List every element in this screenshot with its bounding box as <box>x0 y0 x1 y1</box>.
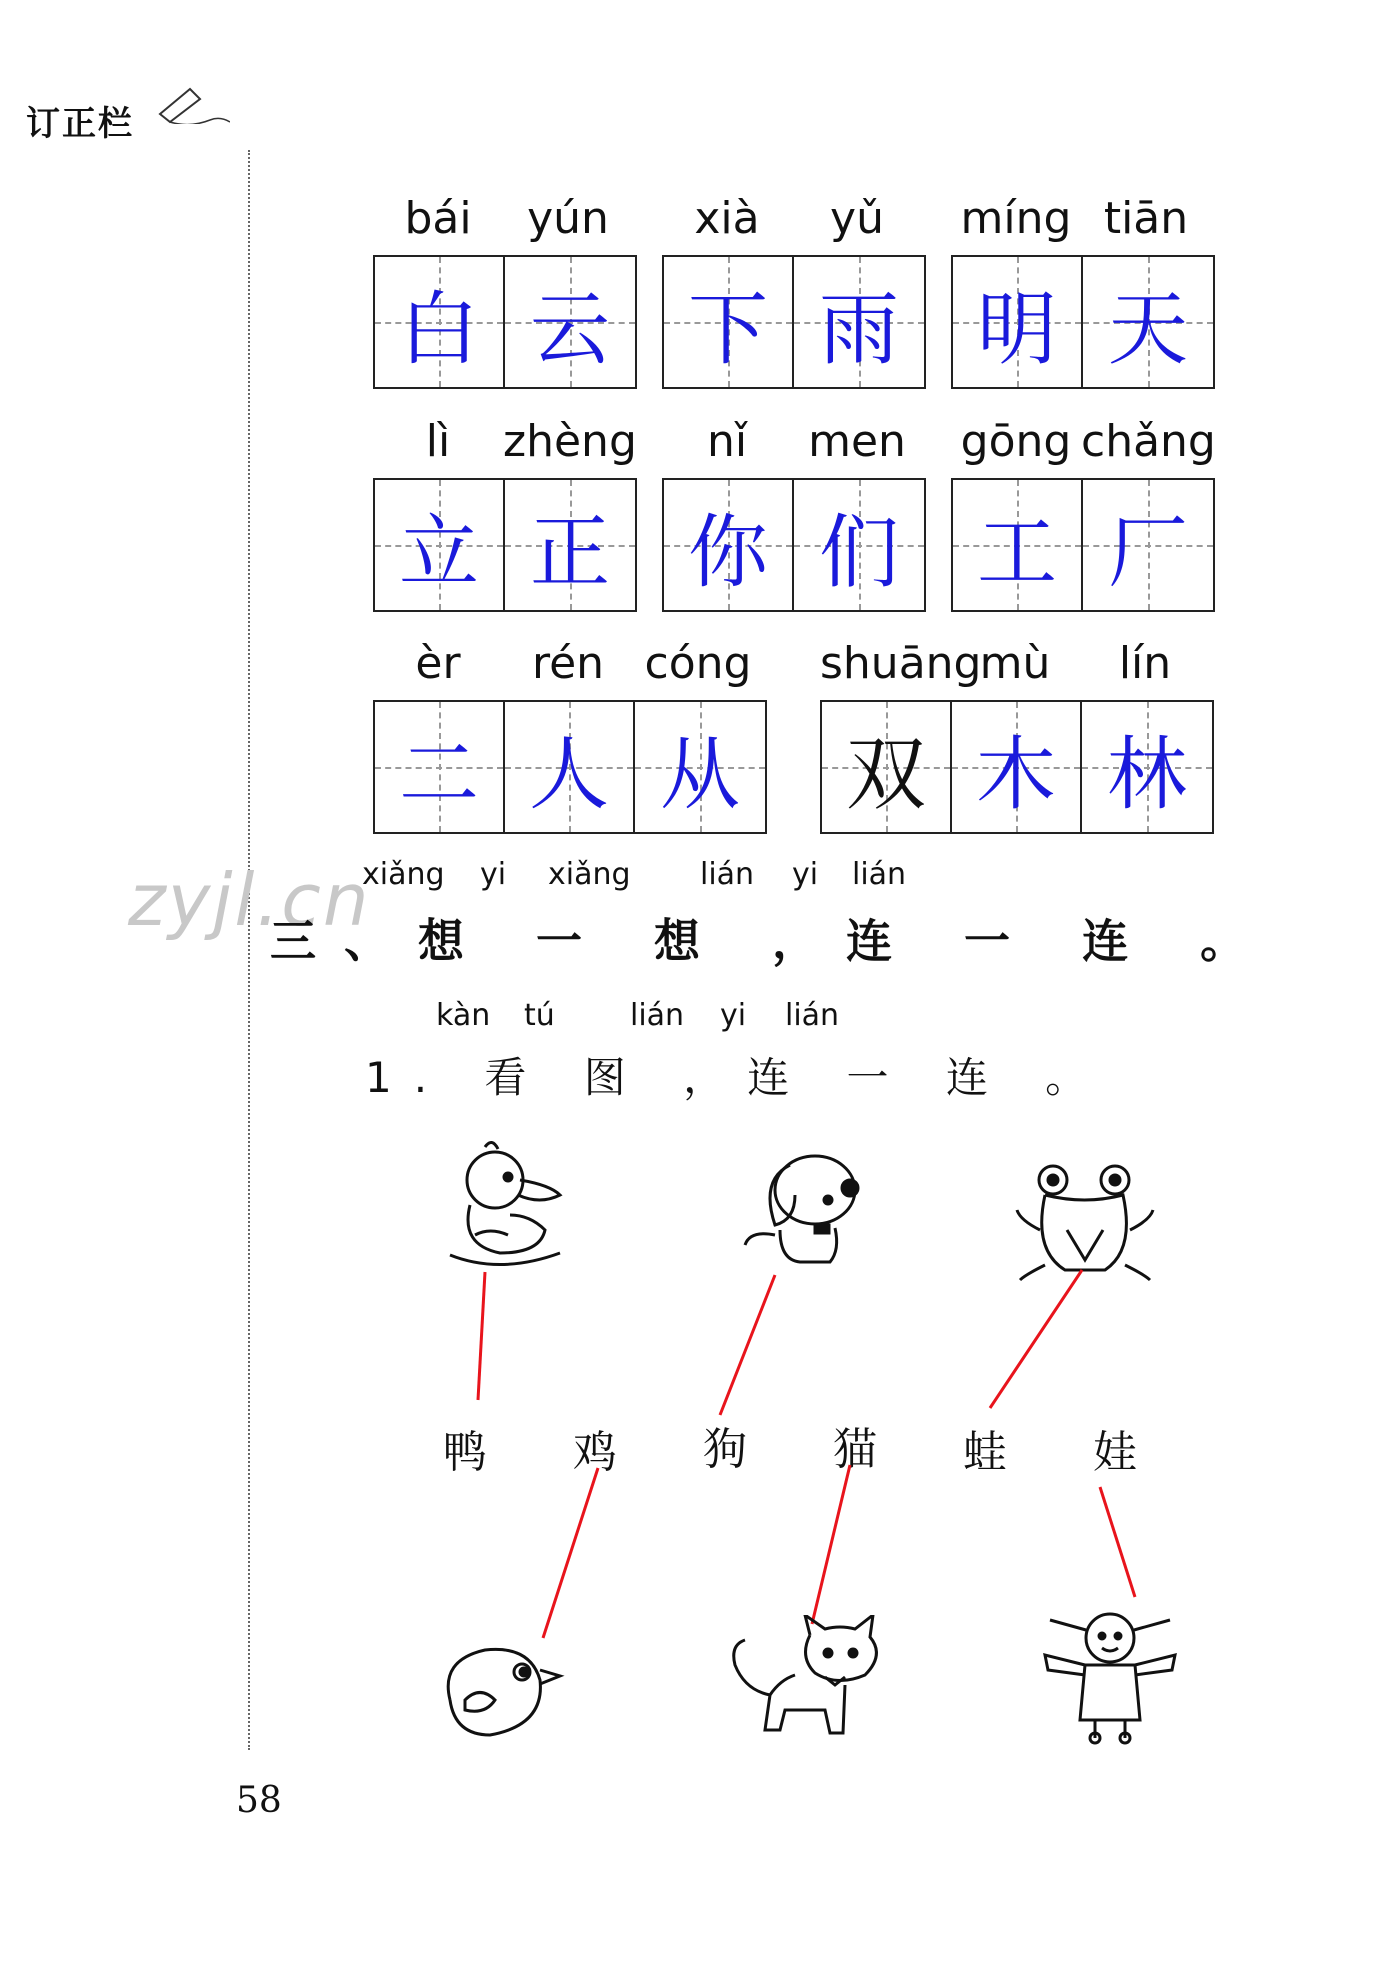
grid-character: 雨 <box>819 282 899 376</box>
pinyin-label: zhèng <box>503 416 637 467</box>
tian-grid-cell <box>505 480 635 610</box>
section3-pinyin-label: lián <box>700 857 755 892</box>
grid-character: 木 <box>976 727 1056 821</box>
tian-grid-cell <box>375 480 505 610</box>
grid-character: 人 <box>529 727 609 821</box>
section3-pinyin-label: xiǎng <box>362 857 445 892</box>
grid-character: 厂 <box>1108 505 1188 599</box>
line-chicken <box>543 1468 598 1638</box>
pinyin-label: lín <box>1118 638 1172 689</box>
tian-grid-group <box>951 478 1215 612</box>
tian-grid-cell <box>505 702 635 832</box>
tian-grid-group <box>951 255 1215 389</box>
tian-grid-cell <box>1083 257 1213 387</box>
page-number: 58 <box>236 1780 282 1821</box>
section3-title: 三、想 一 想 ，连 一 连 。 <box>270 914 1275 968</box>
section3-pinyin-label: yi <box>792 857 819 892</box>
tian-grid-group <box>373 255 637 389</box>
pinyin-label: bái <box>404 193 472 244</box>
pinyin-label: gōng <box>960 416 1072 467</box>
pinyin-label: tiān <box>1103 193 1189 244</box>
grid-character: 双 <box>846 727 926 821</box>
line-frog <box>990 1270 1082 1408</box>
tian-grid-cell <box>822 702 952 832</box>
pinyin-label: rén <box>531 638 605 689</box>
section3-pinyin-label: lián <box>852 857 907 892</box>
pinyin-label: èr <box>415 638 461 689</box>
pinyin-label: shuāng <box>820 638 982 689</box>
grid-character: 工 <box>977 505 1057 599</box>
tian-grid-group <box>662 478 926 612</box>
pinyin-label: lì <box>425 416 451 467</box>
tian-grid-cell <box>953 257 1083 387</box>
tian-grid-group <box>373 478 637 612</box>
word-chicken: 鸡 <box>573 1427 617 1478</box>
question1-title: 1. 看 图 ，连 一 连 。 <box>365 1053 1110 1102</box>
grid-character: 正 <box>530 505 610 599</box>
chick-picture <box>430 1640 575 1740</box>
pinyin-label: chǎng <box>1081 416 1216 467</box>
question1-pinyin-label: tú <box>524 998 555 1033</box>
grid-character: 们 <box>819 505 899 599</box>
tian-grid-cell <box>1083 480 1213 610</box>
word-doll: 娃 <box>1093 1427 1137 1478</box>
question1-pinyin-label: kàn <box>436 998 491 1033</box>
doll-picture <box>1040 1610 1180 1745</box>
word-dog: 狗 <box>703 1424 747 1475</box>
question1-pinyin-label: yi <box>720 998 747 1033</box>
tian-grid-cell <box>1082 702 1212 832</box>
cat-picture <box>725 1615 890 1740</box>
pinyin-label: mù <box>979 638 1051 689</box>
tian-grid-cell <box>505 257 635 387</box>
line-dog <box>720 1275 775 1415</box>
section3-pinyin-label: yi <box>480 857 507 892</box>
grid-character: 你 <box>688 505 768 599</box>
question1-pinyin-label: lián <box>630 998 685 1033</box>
line-cat <box>812 1465 850 1624</box>
grid-character: 云 <box>530 282 610 376</box>
tian-grid-cell <box>375 702 505 832</box>
watermark: zyjl.cn <box>128 858 371 942</box>
word-frog: 蛙 <box>963 1427 1007 1478</box>
question1-pinyin-label: lián <box>785 998 840 1033</box>
pinyin-label: men <box>808 416 906 467</box>
pinyin-label: yǔ <box>830 193 884 244</box>
grid-character: 天 <box>1108 282 1188 376</box>
tian-grid-group <box>373 700 767 834</box>
word-cat: 猫 <box>833 1424 877 1475</box>
grid-character: 明 <box>977 282 1057 376</box>
grid-character: 从 <box>660 727 740 821</box>
grid-character: 下 <box>688 282 768 376</box>
line-duck <box>478 1272 485 1400</box>
tian-grid-cell <box>794 480 924 610</box>
tian-grid-cell <box>794 257 924 387</box>
line-doll <box>1100 1487 1135 1597</box>
tian-grid-cell <box>952 702 1082 832</box>
grid-character: 林 <box>1107 727 1187 821</box>
tian-grid-cell <box>375 257 505 387</box>
section3-pinyin-label: xiǎng <box>548 857 631 892</box>
tian-grid-cell <box>664 257 794 387</box>
pinyin-label: xià <box>694 193 760 244</box>
word-duck: 鸭 <box>443 1427 487 1478</box>
margin-label: 订正栏 <box>26 104 134 144</box>
tian-grid-group <box>820 700 1214 834</box>
tian-grid-cell <box>953 480 1083 610</box>
grid-character: 白 <box>399 282 479 376</box>
tian-grid-cell <box>664 480 794 610</box>
pinyin-label: nǐ <box>706 416 748 467</box>
pinyin-label: cóng <box>644 638 752 689</box>
tian-grid-cell <box>635 702 765 832</box>
pinyin-label: yún <box>527 193 609 244</box>
grid-character: 二 <box>399 727 479 821</box>
tian-grid-group <box>662 255 926 389</box>
pinyin-label: míng <box>960 193 1072 244</box>
grid-character: 立 <box>399 505 479 599</box>
